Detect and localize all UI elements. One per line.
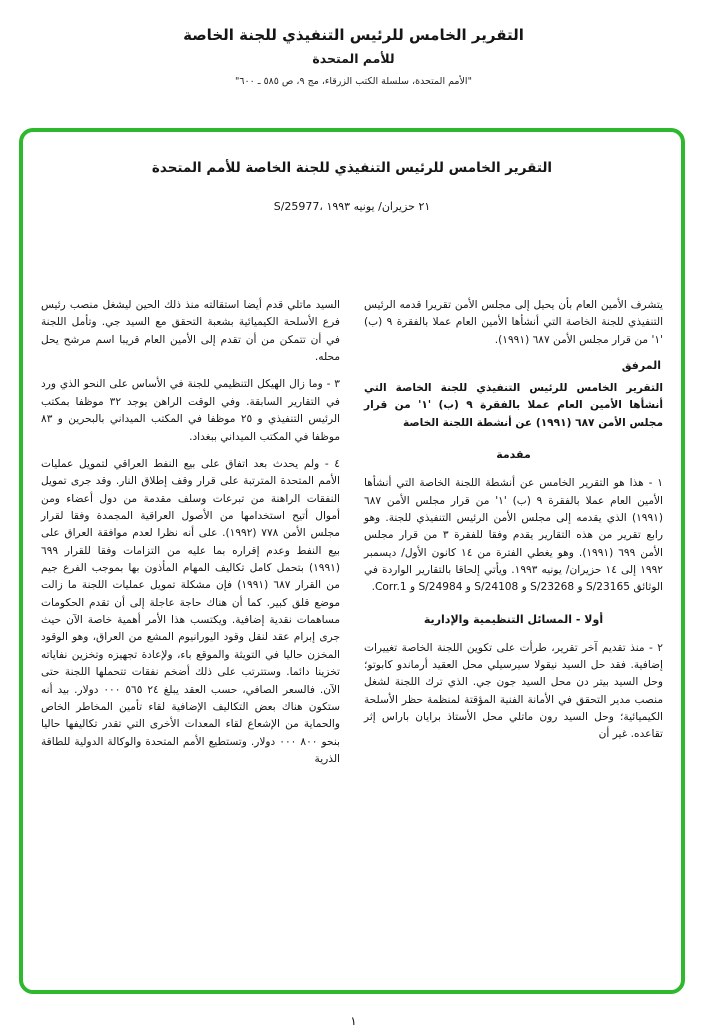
paragraph-1: ١ - هذا هو التقرير الخامس عن أنشطة اللجنة الخاصة التي أنشأها الأمين العام عملا بالفقرة ٩ (ب) '١' من قرار مجلس الأمن ٦٨٧ (١٩٩١) الذي يقدمه إلى مجلس الأمن الرئيس التنفيذي للجنة. وهو رابع تقرير من هذه التقارير يقدم وفقا للفقرة ٣ من قرار مجلس الأمن ٦٩٩ (١٩٩١). وهو يغطي الفترة من ١٤ كانون الأول/ ديسمبر ١٩٩٢ إلى ١٤ حزيران/ يونيه ١٩٩٣. ويأتي إلحاقا بالتقارير الواردة في الوثائق S/23165 و S/23268 و S/24108 و S/24984 و Corr.1. — [364, 477, 663, 594]
annex-heading: المرفق — [621, 359, 661, 373]
continuation-paragraph: السيد ماتلي قدم أيضا استقالته منذ ذلك الحين ليشغل منصب رئيس فرع الأسلحة الكيميائية بشعبة التحقق مع السيد جي. وتأمل اللجنة في أن تتمكن من أن تقدم إلى الأمين العام قريبا اسم مرشح يحل محله. — [41, 299, 340, 364]
section-one-heading: أولا - المسائل التنظيمية والإدارية — [423, 612, 604, 626]
header-title-line2: للأمم المتحدة — [312, 51, 395, 66]
header-title-line1: التقرير الخامس للرئيس التنفيذي للجنة الخاصة — [183, 26, 524, 44]
paragraph-2: ٢ - منذ تقديم آخر تقرير، طرأت على تكوين اللجنة الخاصة تغييرات إضافية. فقد حل السيد نيقولا سيرسيلي محل العقيد أرماندو كابوتو؛ وحل السيد بيتر دن محل السيد جون جي. الذي ترك اللجنة لشغل منصب مدير التحقق في الأمانة الفنية المؤقتة لمنظمة حظر الأسلحة الكيميائية؛ وحل السيد رون ماتلي محل الأستاذ برايان باراس إثر تقاعده. غير أن — [364, 641, 663, 741]
two-column-body — [41, 297, 663, 778]
document-symbol-date: S/25977، ٢١ حزيران/ يونيه ١٩٩٣ — [273, 200, 431, 213]
document-frame — [19, 128, 685, 994]
column-left — [41, 297, 340, 778]
column-right — [364, 297, 663, 778]
page-header — [0, 26, 707, 87]
page-number: ١ — [350, 1014, 357, 1028]
paragraph-3: ٣ - وما زال الهيكل التنظيمي للجنة في الأساس على النحو الذي ورد في التقارير السابقة. وفي الوقت الراهن يوجد ٣٢ موظفا بمكتب الرئيس التنفيذي و ٢٥ موظفا في المكتب الميداني بالبحرين و ٨٣ موظفا في المكتب الميداني ببغداد. — [41, 378, 340, 443]
annex-title-paragraph: التقرير الخامس للرئيس التنفيذي للجنة الخاصة التي أنشأها الأمين العام عملا بالفقرة ٩ (ب) '١' من قرار مجلس الأمن ٦٨٧ (١٩٩١) عن أنشطة اللجنة الخاصة — [364, 382, 663, 429]
introduction-heading: مقدمة — [496, 448, 531, 462]
paragraph-4: ٤ - ولم يحدث بعد اتفاق على بيع النفط العراقي لتمويل عمليات الأمم المتحدة المترتبة على قرار وقف إطلاق النار. وقد جرى تمويل النفقات الراهنة من تبرعات وسلف مقدمة من دول أعضاء ومن أموال أتيح استخدامها من الأصول العراقية المجمدة وفقا لقرار مجلس الأمن ٧٧٨ (١٩٩٢). على أنه نظرا لعدم موافقة العراق على بيع النفط وعدم إقراره بما عليه من التزامات وفقا للقرار ٦٩٩ (١٩٩١) بتحمل كامل تكاليف المهام المأذون بها بموجب الفرع جيم من القرار ٦٨٧ (١٩٩١) فإن مشكلة تمويل عمليات اللجنة ما زالت موضع قلق كبير. كما أن هناك حاجة عاجلة إلى أن تقدم الحكومات مساهمات نقدية إضافية. ويكتسب هذا الأمر أهمية خاصة الآن حيث جرى إبرام عقد لنقل وقود اليورانيوم المشع من العراق، وهو الوقود المخزن حاليا في التويثة والموقع باء، ولإعادة تجهيزه وتخزين نفاياته تخزينا دائما. وستترتب على ذلك أضخم نفقات تتحملها اللجنة حتى الآن. فالسعر الصافي، حسب العقد يبلغ ٢٤ ٥٦٥ ٠٠٠ دولار. بيد أنه ستكون هناك بعض التكاليف الإضافية لقاء تأمين المخاطر الخاص والحماية من الإشعاع لقاء المعدات الأخرى التي تقدر تكاليفها حاليا بنحو ٨٠٠ ٠٠٠ دولار. وتستطيع الأمم المتحدة والوكالة الدولية للطاقة الذرية — [41, 457, 340, 765]
transmittal-paragraph: يتشرف الأمين العام بأن يحيل إلى مجلس الأمن تقريرا قدمه الرئيس التنفيذي للجنة الخاصة التي أنشأها الأمين العام عملا بالفقرة ٩ (ب) '١' من قرار مجلس الأمن ٦٨٧ (١٩٩١). — [364, 299, 664, 346]
document-title: التقرير الخامس للرئيس التنفيذي للجنة الخاصة للأمم المتحدة — [151, 160, 553, 176]
header-source-note: "الأمم المتحدة، سلسلة الكتب الزرقاء، مج ٩، ص ٥٨٥ ـ ٦٠٠" — [235, 76, 472, 87]
